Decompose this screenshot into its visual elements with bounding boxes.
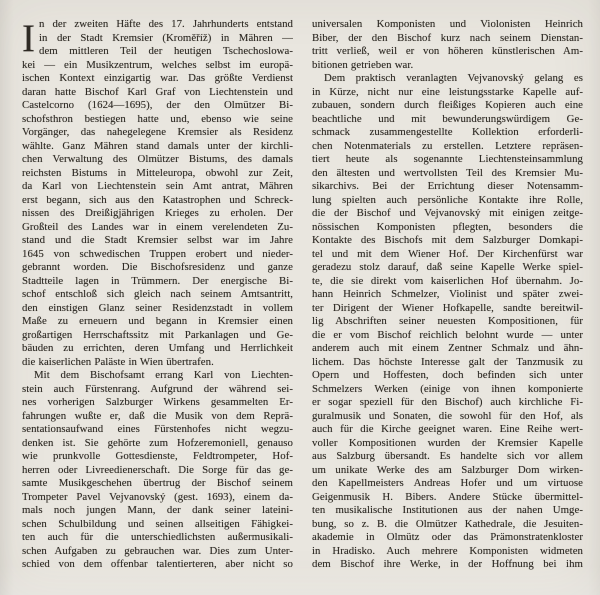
text-line: aus Salzburg übersandt. Es handelte sich vor allem <box>312 450 583 462</box>
text-line: hann Heinrich Schmelzer, Violinist und später zwei- <box>312 288 583 300</box>
text-line: Castelcorno (1624—1695), der den Olmützer Bi- <box>22 99 293 111</box>
drop-cap: I <box>22 17 35 60</box>
text-line: geradezu stolz darauf, daß seine Kapelle Werke spiel- <box>312 261 583 273</box>
text-line: guralmusik und Sonaten, die sowohl für den Hof, als <box>312 409 583 422</box>
text-line: schen Schulbildung und seinen allseitigen Fähigkei- <box>22 517 293 530</box>
text-line: zubauen, sondern durch fleißiges Kopieren auch eine <box>312 99 583 111</box>
text-line: in der Stadt Kremsier (Kroměříž) in Mähren — <box>39 31 293 44</box>
text-line: Geigenmusik H. Bibers. Andere Stücke übermittel- <box>312 490 583 503</box>
text-column-left <box>22 18 293 572</box>
text-line: denken ist. Sie gehörte zum Hofzeremoniell, genauso <box>22 436 293 449</box>
text-line: n der zweiten Häfte des 17. Jahrhunderts entstand <box>39 18 293 30</box>
text-line: großartigen Herrschaftssitz mit Parkanlagen und Ge- <box>22 328 293 341</box>
text-line: nissen des Dreißigjährigen Krieges zu erholen. Der <box>22 207 293 219</box>
text-line: schmack zusammengestellte Kollektion erforderli- <box>312 126 583 138</box>
text-line: samte Musikgeschehen übertrug der Bischof seinem <box>22 477 293 489</box>
text-line: schof entschloß sich gleich nach seinem Amtsantritt, <box>22 288 293 300</box>
text-line: er sogar speziell für den Bischof) auch kirchliche Fi- <box>312 396 583 408</box>
text-line: bäuden zu errichten, deren Umfang und Herrlichkeit <box>22 342 293 354</box>
text-line: Trompeter Pavel Vejvanovský (gest. 1693), einem da- <box>22 490 293 503</box>
text-line: 1645 von schwedischen Truppen erobert und nieder- <box>22 247 293 260</box>
text-line: Stadtteile lagen in Trümmern. Der energische Bi- <box>22 274 293 287</box>
text-line: chen Notenmaterials zu erstellen. Letztere repräsen- <box>312 139 583 152</box>
text-line: beachtliche und mit bewunderungswürdigem Ge- <box>312 112 583 125</box>
text-line: lig Abschriften seiner neuesten Kompositionen, für <box>312 315 583 327</box>
text-line: bung, so z. B. die Olmützer Kathedrale, die Jesuiten- <box>312 517 583 530</box>
text-line: nes vorherigen Salzburger Wirkens gesammelten Er- <box>22 396 293 408</box>
text-line: tel und mit dem Wiener Hof. Der Kirchenfürst war <box>312 247 583 260</box>
text-line: ter Dirigent der Wiener Hofkapelle, sandte bereitwil- <box>312 301 583 314</box>
text-line: um unikate Werke des am Salzburger Dom wirken- <box>312 463 583 476</box>
text-line: kei — ein Musikzentrum, welches selbst im europä- <box>22 58 293 71</box>
text-line: fahrungen wußte er, daß die Musik von dem Reprä- <box>22 409 293 422</box>
text-line: stein auch Fürstenrang. Aufgrund der während sei- <box>22 382 293 395</box>
text-line: den einstigen Glanz seiner Residenzstadt in vollem <box>22 301 293 314</box>
text-line: erst begann, sich aus den Katastrophen und Schreck- <box>22 193 293 206</box>
text-line: den ältesten und wertvollsten Teil des Kremsier Mu- <box>312 166 583 179</box>
text-line: wählte. Ganz Mähren stand damals unter der kirchli- <box>22 139 293 152</box>
text-line: Großteil des Landes war in einem verelendeten Zu- <box>22 220 293 233</box>
text-line: Maße zu erneuern und begann in Kremsier einen <box>22 315 293 327</box>
text-line: wie prunkvolle Gottesdienste, Feldtrompeter, Hof- <box>22 450 293 462</box>
text-line: herren oder Livreedienerschaft. Die Sorge für das ge- <box>22 463 293 476</box>
text-line: tiert heute als sogenannte Liechtensteinsammlung <box>312 153 583 165</box>
text-line: tritt verließ, weil er von höheren künstlerischen Am- <box>312 45 583 57</box>
text-line: auch für die Kirche geeignet waren. Eine Reihe wert- <box>312 423 583 435</box>
text-line: reichsten Bistums in Mitteleuropa, obwohl zur Zeit, <box>22 166 293 179</box>
text-line: gebrannt worden. Die Bischofsresidenz und ganze <box>22 261 293 273</box>
text-line: akademie in Olmütz oder das Prämonstratenkloster <box>312 531 583 543</box>
text-line: dem Bischof ihre Werke, in der Hoffnung bei ihm <box>312 558 583 570</box>
text-line: te, die sie direkt vom kaiserlichen Hof übernahm. Jo- <box>312 274 583 287</box>
text-line: bitionen getrieben war. <box>312 58 414 71</box>
text-line: ten auch für die unterschiedlichsten außermusikali- <box>22 531 293 543</box>
text-line: Dem praktisch veranlagten Vejvanovský gelang es <box>324 72 583 84</box>
text-line: lung spielten auch persönliche Kontakte ihre Rolle, <box>312 193 583 206</box>
text-line: daran hatte Bischof Karl Graf von Liechtenstein und <box>22 85 293 98</box>
text-line: lichem. Das höchste Interesse galt der Tanzmusik zu <box>312 355 583 368</box>
text-line: Opern und Hoffesten, doch befinden sich unter <box>312 369 583 381</box>
text-line: in Hradisko. Auch mehrere Komponisten widmeten <box>312 544 583 557</box>
text-line: stand und die Stadt Kremsier selbst war im Jahre <box>22 234 293 246</box>
text-line: ten musikalische Institutionen aus der nahen Umge- <box>312 504 583 516</box>
text-line: Vorgänger, das nahegelegene Kremsier als Residenz <box>22 126 293 138</box>
text-line: schied von dem offenbar talentierteren, aber nicht so <box>22 558 293 570</box>
text-line: da Karl von Liechtenstein sein Amt antrat, Mähren <box>22 180 293 192</box>
text-column-right <box>312 18 583 572</box>
text-line: Mit dem Bischofsamt errang Karl von Liechten- <box>34 369 293 381</box>
text-line: anderem auch mit einem Zentner Schmalz und ähn- <box>312 342 583 354</box>
text-line: den Kapellmeisters Andreas Hofer und um virtuose <box>312 477 583 489</box>
text-line: Biber, der den Bischof kurz nach seinem Dienstan- <box>312 31 583 44</box>
text-line: mals noch jungen Mann, der dank seiner lateini- <box>22 504 293 516</box>
text-line: chen Verwaltung des Olmützer Bistums, des damals <box>22 153 293 165</box>
text-line: sentationsaufwand eines Fürstenhofes nicht wegzu- <box>22 423 293 435</box>
text-line: voller Kompositionen wurden der Kremsier Kapelle <box>312 436 583 449</box>
two-column-text-block <box>22 18 582 572</box>
text-line: schofsthron bestiegen hatte und, ebenso wie seine <box>22 112 293 125</box>
text-line: die der Bischof und Vejvanovský mit einigen zeitge- <box>312 207 583 219</box>
text-line: in Kürze, nicht nur eine leistungsstarke Kapelle auf- <box>312 85 583 98</box>
text-line: ischen Kontext einzigartig war. Das größte Verdienst <box>22 72 293 84</box>
text-line: schen Aufgaben zu gebrauchen war. Dies zum Unter- <box>22 544 293 557</box>
text-line: Kontakte des Bischofs mit dem Salzburger Domkapi- <box>312 234 583 246</box>
text-line: universalen Komponisten und Violonisten Heinrich <box>312 18 583 30</box>
text-line: die er vom Bischof reichlich belohnt wurde — unter <box>312 328 583 341</box>
text-line: die kaiserlichen Paläste in Wien übertrafen. <box>22 355 214 368</box>
text-line: dem mittleren Teil der heutigen Tschechoslowa- <box>39 45 293 57</box>
text-line: nössischen Komponisten pflegten, besonders die <box>312 220 583 233</box>
text-line: Schmelzers Werken (einige von ihnen komponierte <box>312 382 583 395</box>
text-line: sikarchivs. Bei der Errichtung dieser Notensamm- <box>312 180 583 192</box>
